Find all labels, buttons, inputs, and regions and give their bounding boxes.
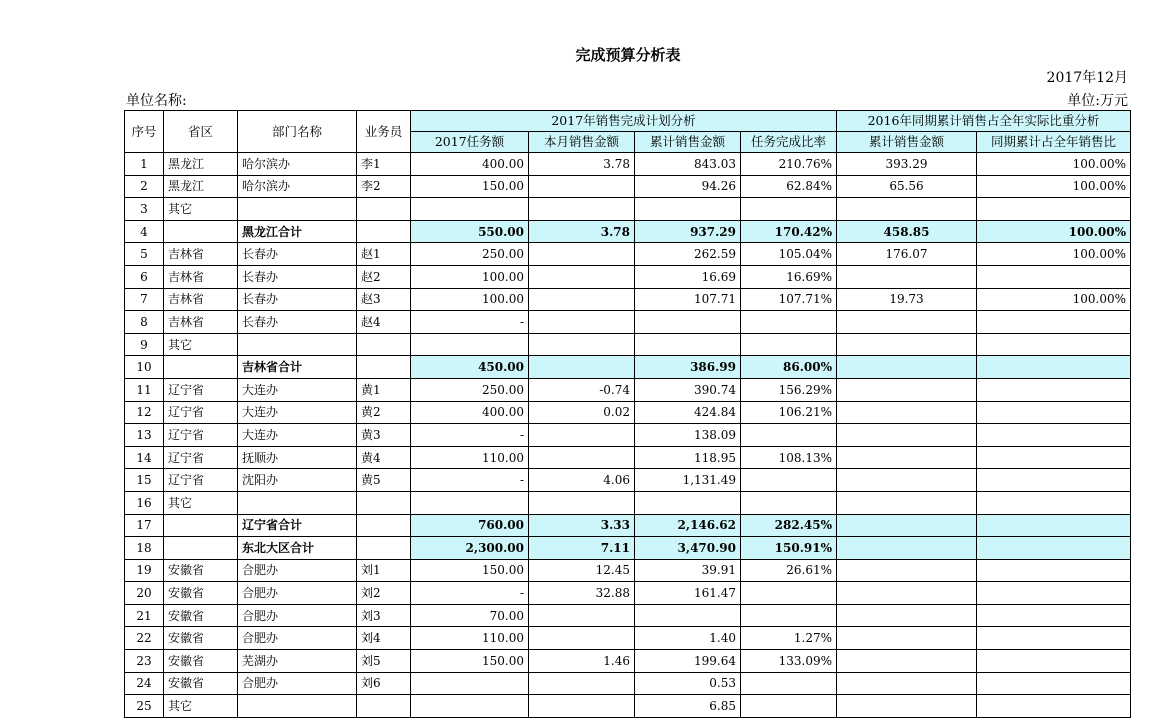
cell-cum-sales: 94.26 <box>635 175 741 198</box>
cell-province: 安徽省 <box>164 650 238 673</box>
cell-cum-sales: 937.29 <box>635 220 741 243</box>
cell-task-2017: 150.00 <box>411 650 529 673</box>
cell-seq: 10 <box>125 356 164 379</box>
cell-month-sales <box>529 333 635 356</box>
cell-salesperson <box>357 695 411 718</box>
cell-province: 安徽省 <box>164 582 238 605</box>
cell-seq: 22 <box>125 627 164 650</box>
table-row <box>125 695 1131 718</box>
cell-dept: 吉林省合计 <box>238 356 357 379</box>
table-row <box>125 198 1131 221</box>
cell-cum-sales-2016: 176.07 <box>837 243 977 266</box>
cell-cum-sales-2016 <box>837 627 977 650</box>
cell-dept <box>238 333 357 356</box>
cell-cum-sales-2016 <box>837 356 977 379</box>
table-row <box>125 627 1131 650</box>
cell-cum-sales: 2,146.62 <box>635 514 741 537</box>
cell-month-sales <box>529 265 635 288</box>
cell-salesperson <box>357 333 411 356</box>
cell-cum-sales-2016 <box>837 537 977 560</box>
cell-cum-sales-2016: 65.56 <box>837 175 977 198</box>
table-row <box>125 311 1131 334</box>
table-row <box>125 446 1131 469</box>
cell-cum-sales: 199.64 <box>635 650 741 673</box>
header-seq: 序号 <box>125 111 164 153</box>
cell-cum-sales-2016 <box>837 604 977 627</box>
cell-month-sales: 3.78 <box>529 153 635 176</box>
cell-dept: 长春办 <box>238 288 357 311</box>
table-row <box>125 672 1131 695</box>
table-row <box>125 243 1131 266</box>
cell-ratio-2016: 100.00% <box>977 288 1131 311</box>
cell-dept: 合肥办 <box>238 582 357 605</box>
cell-task-2017: - <box>411 424 529 447</box>
table-row <box>125 650 1131 673</box>
cell-completion-rate: 106.21% <box>741 401 837 424</box>
cell-seq: 11 <box>125 378 164 401</box>
cell-ratio-2016 <box>977 559 1131 582</box>
cell-province <box>164 537 238 560</box>
cell-completion-rate: 26.61% <box>741 559 837 582</box>
cell-cum-sales-2016 <box>837 265 977 288</box>
cell-month-sales: 32.88 <box>529 582 635 605</box>
cell-dept: 东北大区合计 <box>238 537 357 560</box>
cell-completion-rate: 170.42% <box>741 220 837 243</box>
cell-task-2017: 2,300.00 <box>411 537 529 560</box>
cell-province <box>164 220 238 243</box>
header-month-sales: 本月销售金额 <box>529 132 635 153</box>
cell-province: 安徽省 <box>164 559 238 582</box>
cell-province: 安徽省 <box>164 604 238 627</box>
cell-ratio-2016 <box>977 265 1131 288</box>
cell-task-2017 <box>411 672 529 695</box>
cell-dept <box>238 198 357 221</box>
cell-task-2017: 450.00 <box>411 356 529 379</box>
table-row <box>125 401 1131 424</box>
cell-completion-rate: 210.76% <box>741 153 837 176</box>
cell-completion-rate: 150.91% <box>741 537 837 560</box>
cell-month-sales <box>529 311 635 334</box>
cell-salesperson: 黄1 <box>357 378 411 401</box>
cell-dept: 长春办 <box>238 243 357 266</box>
cell-dept: 合肥办 <box>238 559 357 582</box>
table-row <box>125 604 1131 627</box>
cell-month-sales: 7.11 <box>529 537 635 560</box>
cell-province: 其它 <box>164 333 238 356</box>
cell-cum-sales-2016 <box>837 424 977 447</box>
cell-ratio-2016 <box>977 198 1131 221</box>
cell-province: 辽宁省 <box>164 424 238 447</box>
cell-seq: 21 <box>125 604 164 627</box>
cell-task-2017: 150.00 <box>411 175 529 198</box>
cell-salesperson: 刘4 <box>357 627 411 650</box>
cell-salesperson: 刘2 <box>357 582 411 605</box>
cell-month-sales <box>529 446 635 469</box>
table-row <box>125 378 1131 401</box>
cell-cum-sales: 1.40 <box>635 627 741 650</box>
cell-task-2017: 110.00 <box>411 446 529 469</box>
header-group-2017: 2017年销售完成计划分析 <box>411 111 837 132</box>
cell-month-sales <box>529 604 635 627</box>
table-row <box>125 491 1131 514</box>
header-task-2017: 2017任务额 <box>411 132 529 153</box>
cell-cum-sales: 6.85 <box>635 695 741 718</box>
budget-analysis-table <box>124 110 1131 718</box>
cell-salesperson: 黄2 <box>357 401 411 424</box>
cell-cum-sales-2016 <box>837 333 977 356</box>
cell-task-2017: 760.00 <box>411 514 529 537</box>
cell-province: 其它 <box>164 491 238 514</box>
cell-ratio-2016 <box>977 604 1131 627</box>
cell-salesperson: 黄4 <box>357 446 411 469</box>
cell-seq: 9 <box>125 333 164 356</box>
cell-completion-rate: 16.69% <box>741 265 837 288</box>
cell-cum-sales: 843.03 <box>635 153 741 176</box>
cell-salesperson: 赵4 <box>357 311 411 334</box>
cell-cum-sales-2016 <box>837 559 977 582</box>
cell-cum-sales <box>635 604 741 627</box>
cell-cum-sales <box>635 333 741 356</box>
subtotal-row <box>125 356 1131 379</box>
cell-task-2017 <box>411 198 529 221</box>
table-row <box>125 153 1131 176</box>
cell-ratio-2016: 100.00% <box>977 243 1131 266</box>
cell-month-sales <box>529 424 635 447</box>
cell-month-sales <box>529 695 635 718</box>
cell-salesperson: 黄5 <box>357 469 411 492</box>
cell-ratio-2016 <box>977 424 1131 447</box>
cell-ratio-2016 <box>977 582 1131 605</box>
cell-cum-sales-2016 <box>837 198 977 221</box>
cell-cum-sales-2016 <box>837 469 977 492</box>
cell-salesperson <box>357 356 411 379</box>
cell-task-2017: 250.00 <box>411 378 529 401</box>
cell-ratio-2016 <box>977 333 1131 356</box>
cell-completion-rate <box>741 491 837 514</box>
subtotal-row <box>125 537 1131 560</box>
header-dept: 部门名称 <box>238 111 357 153</box>
cell-cum-sales-2016 <box>837 491 977 514</box>
cell-province: 吉林省 <box>164 265 238 288</box>
cell-ratio-2016 <box>977 446 1131 469</box>
header-province: 省区 <box>164 111 238 153</box>
cell-seq: 14 <box>125 446 164 469</box>
cell-ratio-2016 <box>977 356 1131 379</box>
cell-cum-sales: 118.95 <box>635 446 741 469</box>
cell-completion-rate: 107.71% <box>741 288 837 311</box>
cell-month-sales <box>529 672 635 695</box>
cell-cum-sales-2016 <box>837 446 977 469</box>
cell-completion-rate: 86.00% <box>741 356 837 379</box>
cell-month-sales: 3.78 <box>529 220 635 243</box>
header-group-2016: 2016年同期累计销售占全年实际比重分析 <box>837 111 1131 132</box>
cell-month-sales: 3.33 <box>529 514 635 537</box>
cell-task-2017: 110.00 <box>411 627 529 650</box>
cell-ratio-2016 <box>977 491 1131 514</box>
cell-task-2017: - <box>411 582 529 605</box>
cell-dept: 大连办 <box>238 378 357 401</box>
cell-completion-rate: 133.09% <box>741 650 837 673</box>
unit-name-label: 单位名称: <box>126 93 187 109</box>
cell-task-2017: - <box>411 469 529 492</box>
cell-dept: 黑龙江合计 <box>238 220 357 243</box>
cell-month-sales <box>529 491 635 514</box>
cell-salesperson <box>357 198 411 221</box>
cell-task-2017: 100.00 <box>411 288 529 311</box>
cell-ratio-2016 <box>977 537 1131 560</box>
cell-seq: 7 <box>125 288 164 311</box>
cell-completion-rate <box>741 695 837 718</box>
cell-ratio-2016 <box>977 514 1131 537</box>
cell-month-sales <box>529 288 635 311</box>
cell-task-2017: 400.00 <box>411 153 529 176</box>
cell-salesperson <box>357 491 411 514</box>
table-row <box>125 288 1131 311</box>
cell-completion-rate <box>741 469 837 492</box>
cell-task-2017 <box>411 333 529 356</box>
cell-salesperson: 赵3 <box>357 288 411 311</box>
cell-dept: 合肥办 <box>238 604 357 627</box>
cell-cum-sales: 424.84 <box>635 401 741 424</box>
cell-province: 其它 <box>164 695 238 718</box>
cell-dept: 哈尔滨办 <box>238 175 357 198</box>
cell-month-sales <box>529 198 635 221</box>
report-title: 完成预算分析表 <box>575 46 681 64</box>
cell-cum-sales: 16.69 <box>635 265 741 288</box>
cell-month-sales <box>529 243 635 266</box>
cell-salesperson: 李2 <box>357 175 411 198</box>
cell-task-2017 <box>411 695 529 718</box>
cell-completion-rate: 282.45% <box>741 514 837 537</box>
cell-ratio-2016 <box>977 378 1131 401</box>
cell-salesperson: 赵2 <box>357 265 411 288</box>
cell-seq: 8 <box>125 311 164 334</box>
cell-dept: 合肥办 <box>238 672 357 695</box>
cell-completion-rate: 156.29% <box>741 378 837 401</box>
header-ratio-2016: 同期累计占全年销售比 <box>977 132 1131 153</box>
header-cum-sales-2016: 累计销售金额 <box>837 132 977 153</box>
cell-month-sales: 0.02 <box>529 401 635 424</box>
cell-ratio-2016 <box>977 311 1131 334</box>
cell-completion-rate <box>741 311 837 334</box>
cell-cum-sales <box>635 311 741 334</box>
cell-task-2017: - <box>411 311 529 334</box>
cell-cum-sales: 138.09 <box>635 424 741 447</box>
table-row <box>125 333 1131 356</box>
cell-seq: 20 <box>125 582 164 605</box>
cell-seq: 3 <box>125 198 164 221</box>
cell-seq: 15 <box>125 469 164 492</box>
cell-cum-sales-2016 <box>837 378 977 401</box>
cell-month-sales: -0.74 <box>529 378 635 401</box>
cell-salesperson: 刘6 <box>357 672 411 695</box>
cell-cum-sales: 161.47 <box>635 582 741 605</box>
cell-ratio-2016 <box>977 695 1131 718</box>
cell-seq: 24 <box>125 672 164 695</box>
cell-month-sales <box>529 356 635 379</box>
subtotal-row <box>125 220 1131 243</box>
cell-cum-sales: 107.71 <box>635 288 741 311</box>
cell-dept: 沈阳办 <box>238 469 357 492</box>
cell-cum-sales-2016: 458.85 <box>837 220 977 243</box>
cell-completion-rate: 1.27% <box>741 627 837 650</box>
cell-task-2017: 100.00 <box>411 265 529 288</box>
cell-cum-sales-2016 <box>837 582 977 605</box>
cell-cum-sales <box>635 198 741 221</box>
cell-cum-sales: 1,131.49 <box>635 469 741 492</box>
table-row <box>125 265 1131 288</box>
cell-seq: 19 <box>125 559 164 582</box>
cell-ratio-2016: 100.00% <box>977 220 1131 243</box>
cell-completion-rate: 105.04% <box>741 243 837 266</box>
cell-month-sales: 12.45 <box>529 559 635 582</box>
cell-seq: 23 <box>125 650 164 673</box>
cell-cum-sales: 39.91 <box>635 559 741 582</box>
cell-cum-sales-2016 <box>837 401 977 424</box>
header-completion-rate: 任务完成比率 <box>741 132 837 153</box>
cell-cum-sales-2016: 19.73 <box>837 288 977 311</box>
unit-label: 单位:万元 <box>1067 93 1128 109</box>
cell-ratio-2016: 100.00% <box>977 153 1131 176</box>
cell-dept: 长春办 <box>238 265 357 288</box>
cell-province: 辽宁省 <box>164 378 238 401</box>
table-row <box>125 582 1131 605</box>
cell-cum-sales-2016 <box>837 650 977 673</box>
cell-task-2017: 550.00 <box>411 220 529 243</box>
cell-salesperson: 赵1 <box>357 243 411 266</box>
table-row <box>125 175 1131 198</box>
cell-ratio-2016 <box>977 401 1131 424</box>
cell-salesperson: 李1 <box>357 153 411 176</box>
cell-month-sales: 1.46 <box>529 650 635 673</box>
cell-completion-rate <box>741 672 837 695</box>
cell-seq: 4 <box>125 220 164 243</box>
cell-salesperson: 黄3 <box>357 424 411 447</box>
cell-task-2017: 150.00 <box>411 559 529 582</box>
cell-seq: 6 <box>125 265 164 288</box>
cell-cum-sales-2016: 393.29 <box>837 153 977 176</box>
cell-province: 吉林省 <box>164 311 238 334</box>
table-row <box>125 469 1131 492</box>
cell-dept: 抚顺办 <box>238 446 357 469</box>
cell-seq: 5 <box>125 243 164 266</box>
cell-completion-rate <box>741 333 837 356</box>
cell-seq: 17 <box>125 514 164 537</box>
cell-cum-sales: 0.53 <box>635 672 741 695</box>
cell-task-2017: 400.00 <box>411 401 529 424</box>
cell-month-sales: 4.06 <box>529 469 635 492</box>
cell-seq: 16 <box>125 491 164 514</box>
cell-cum-sales: 262.59 <box>635 243 741 266</box>
cell-ratio-2016 <box>977 627 1131 650</box>
cell-province: 安徽省 <box>164 627 238 650</box>
cell-completion-rate: 62.84% <box>741 175 837 198</box>
cell-completion-rate <box>741 604 837 627</box>
cell-seq: 2 <box>125 175 164 198</box>
cell-salesperson: 刘5 <box>357 650 411 673</box>
cell-salesperson <box>357 220 411 243</box>
cell-salesperson <box>357 537 411 560</box>
cell-seq: 25 <box>125 695 164 718</box>
table-row <box>125 424 1131 447</box>
cell-province: 辽宁省 <box>164 401 238 424</box>
header-cum-sales: 累计销售金额 <box>635 132 741 153</box>
cell-province: 黑龙江 <box>164 175 238 198</box>
cell-cum-sales-2016 <box>837 514 977 537</box>
cell-province: 辽宁省 <box>164 446 238 469</box>
subtotal-row <box>125 514 1131 537</box>
cell-dept: 大连办 <box>238 424 357 447</box>
cell-province: 吉林省 <box>164 288 238 311</box>
cell-dept: 哈尔滨办 <box>238 153 357 176</box>
cell-salesperson: 刘3 <box>357 604 411 627</box>
cell-task-2017: 250.00 <box>411 243 529 266</box>
cell-ratio-2016: 100.00% <box>977 175 1131 198</box>
cell-ratio-2016 <box>977 469 1131 492</box>
cell-cum-sales: 390.74 <box>635 378 741 401</box>
cell-completion-rate: 108.13% <box>741 446 837 469</box>
cell-province <box>164 514 238 537</box>
cell-dept: 合肥办 <box>238 627 357 650</box>
cell-ratio-2016 <box>977 672 1131 695</box>
cell-province: 其它 <box>164 198 238 221</box>
cell-dept: 辽宁省合计 <box>238 514 357 537</box>
cell-cum-sales-2016 <box>837 672 977 695</box>
cell-cum-sales: 3,470.90 <box>635 537 741 560</box>
cell-task-2017: 70.00 <box>411 604 529 627</box>
cell-cum-sales: 386.99 <box>635 356 741 379</box>
table-row <box>125 559 1131 582</box>
cell-seq: 1 <box>125 153 164 176</box>
cell-month-sales <box>529 175 635 198</box>
cell-province: 辽宁省 <box>164 469 238 492</box>
cell-province: 安徽省 <box>164 672 238 695</box>
cell-dept <box>238 695 357 718</box>
header-salesperson: 业务员 <box>357 111 411 153</box>
cell-ratio-2016 <box>977 650 1131 673</box>
cell-cum-sales <box>635 491 741 514</box>
cell-salesperson: 刘1 <box>357 559 411 582</box>
cell-province: 黑龙江 <box>164 153 238 176</box>
cell-month-sales <box>529 627 635 650</box>
cell-dept: 大连办 <box>238 401 357 424</box>
cell-completion-rate <box>741 582 837 605</box>
cell-seq: 13 <box>125 424 164 447</box>
cell-cum-sales-2016 <box>837 695 977 718</box>
cell-dept: 芜湖办 <box>238 650 357 673</box>
cell-dept <box>238 491 357 514</box>
cell-dept: 长春办 <box>238 311 357 334</box>
cell-completion-rate <box>741 198 837 221</box>
cell-cum-sales-2016 <box>837 311 977 334</box>
cell-completion-rate <box>741 424 837 447</box>
report-date: 2017年12月 <box>1046 70 1128 86</box>
cell-province: 吉林省 <box>164 243 238 266</box>
cell-salesperson <box>357 514 411 537</box>
cell-seq: 12 <box>125 401 164 424</box>
cell-seq: 18 <box>125 537 164 560</box>
cell-province <box>164 356 238 379</box>
cell-task-2017 <box>411 491 529 514</box>
